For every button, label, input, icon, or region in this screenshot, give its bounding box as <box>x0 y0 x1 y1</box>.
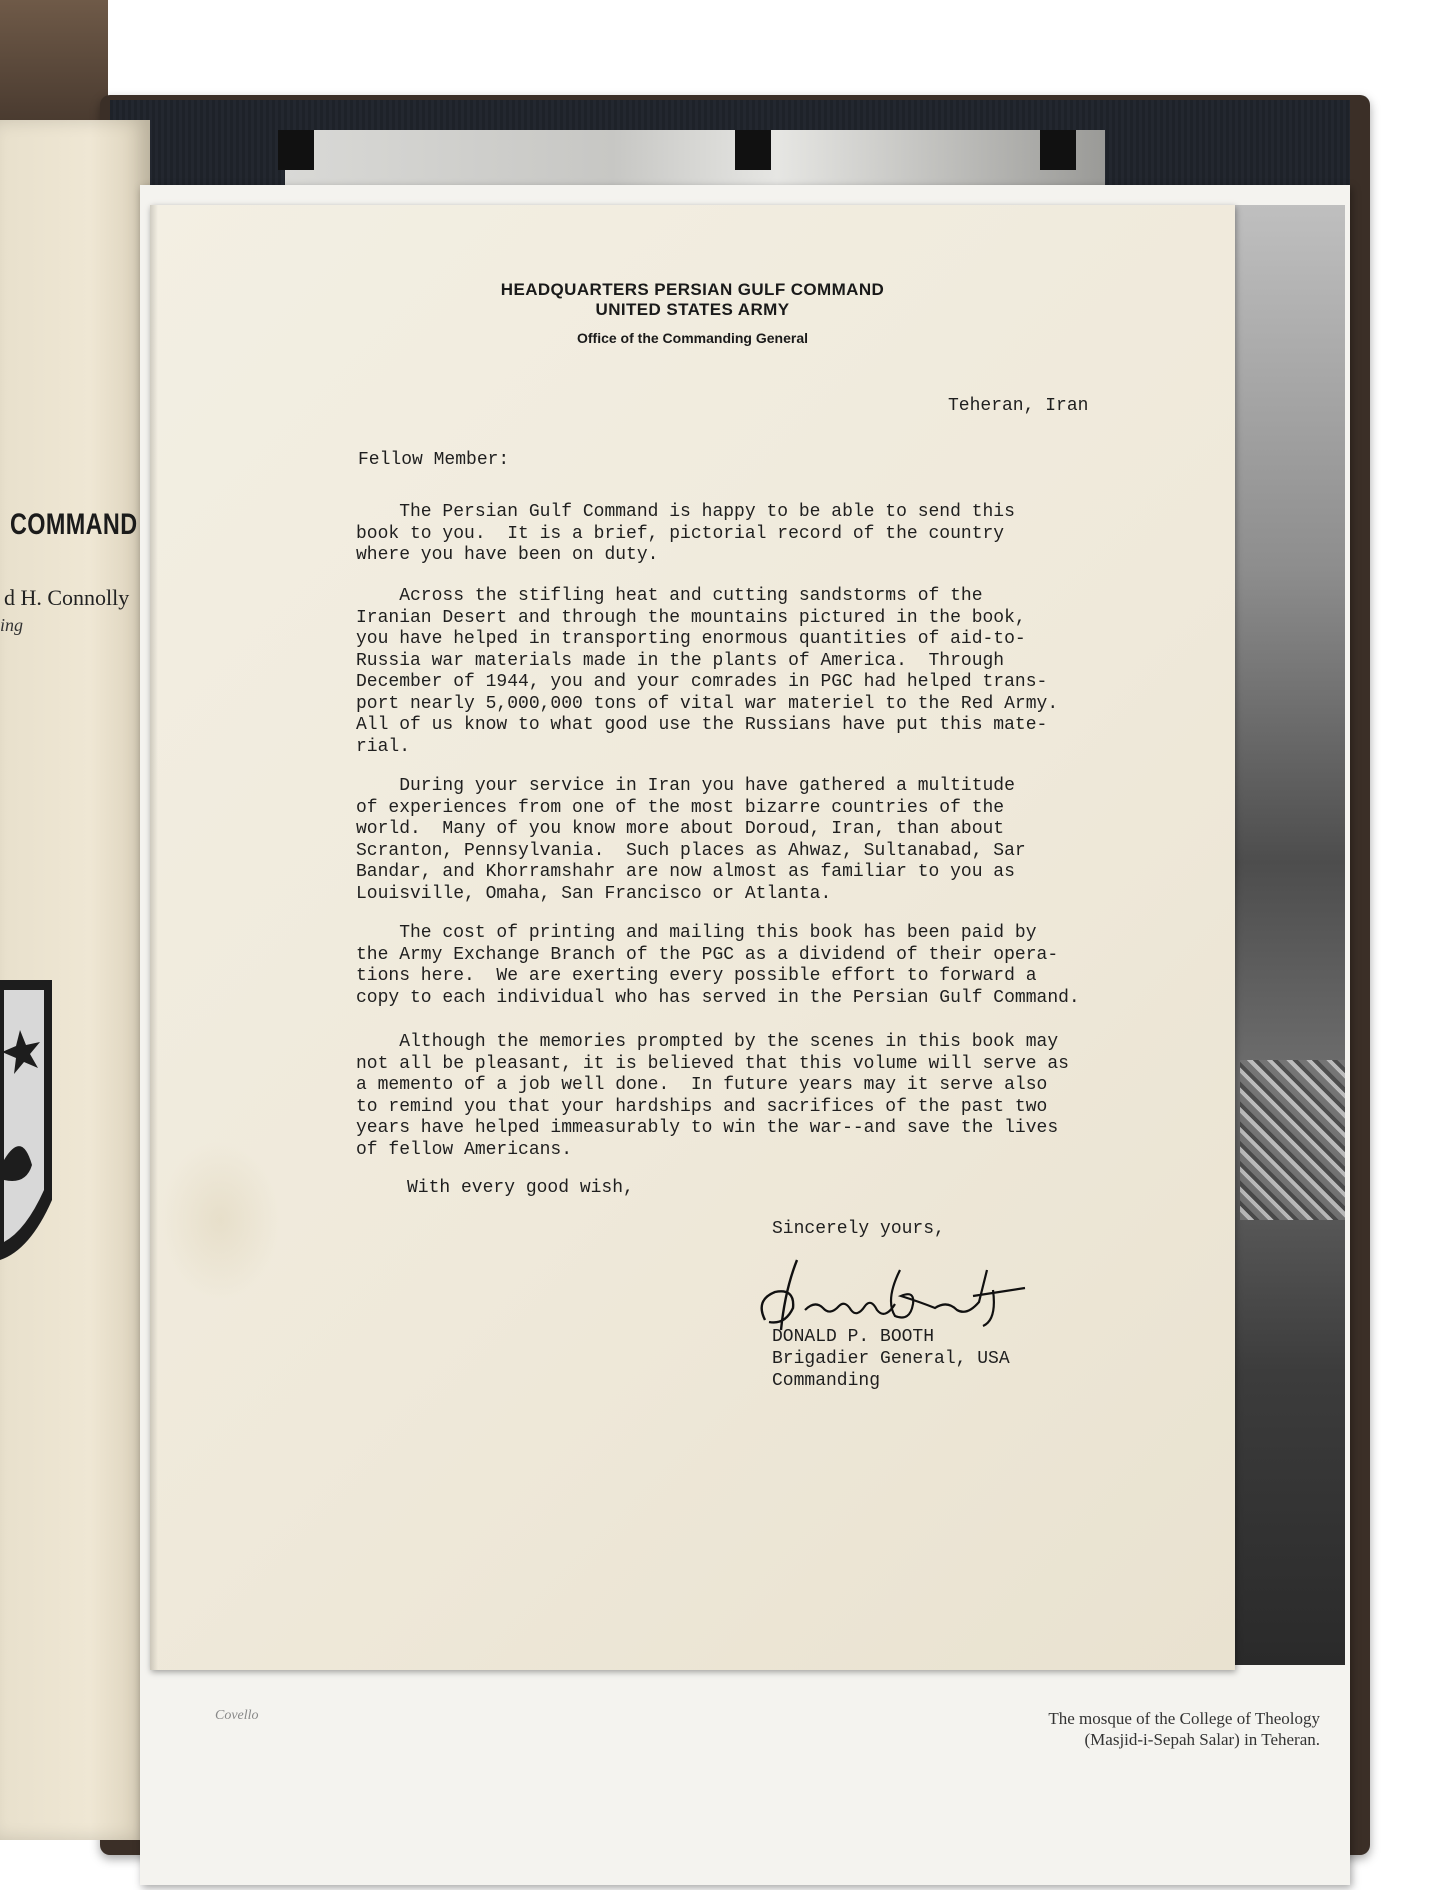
signer-role: Commanding <box>772 1371 881 1391</box>
letter-place: Teheran, Iran <box>948 396 1089 416</box>
photo-corner-right <box>1040 130 1076 170</box>
left-page-heading: COMMAND <box>10 508 138 541</box>
letter-paragraph-1: The Persian Gulf Command is happy to be able to send this book to you. It is a brief, pictorial record of the country where you have been on duty. <box>356 502 1015 565</box>
letter-paragraph-3: During your service in Iran you have gathered a multitude of experiences from one of the most bizarre countries of the world. Many of you know more about Doroud, Iran, than about Scranton, Pennsylvania. Such places as Ahwaz, Sultanabad, Sar Bandar, and Khorramshahr are now almost as familiar to you as Louisville, Omaha, San Francisco or Atlanta. <box>356 776 1026 904</box>
left-page <box>0 120 150 1840</box>
photo-caption <box>920 1708 1320 1750</box>
left-page-role: ing <box>0 615 24 635</box>
photo-credit: Covello <box>215 1708 259 1723</box>
letter-closing: With every good wish, <box>407 1178 634 1198</box>
left-page-name: d H. Connolly <box>4 585 130 610</box>
photo-caption-line1: The mosque of the College of Theology <box>1048 1709 1320 1728</box>
letter-paragraph-4: The cost of printing and mailing this book has been paid by the Army Exchange Branch of the PGC as a dividend of their opera- tions here. We are exerting every possible effort to forward a copy to each individual who has served in the Persian Gulf Command. <box>356 923 1080 1008</box>
signer-name: DONALD P. BOOTH <box>772 1327 935 1347</box>
photo-corner-left <box>278 130 314 170</box>
book-board-top <box>0 0 108 120</box>
letter-paragraph-5: Although the memories prompted by the scenes in this book may not all be pleasant, it is believed that this volume will serve as a memento of a job well done. In future years may it serve also to remind you that your hardships and sacrifices of the past two years have helped immeasurably to win the war--and save the lives of fellow Americans. <box>356 1032 1069 1160</box>
letter-edge-shadow <box>150 205 158 1670</box>
letter-sign-off: Sincerely yours, <box>772 1219 945 1239</box>
letter-salutation: Fellow Member: <box>358 450 510 470</box>
handwritten-signature <box>735 1230 1035 1340</box>
paper-stain <box>160 1140 280 1300</box>
photo-caption-line2: (Masjid-i-Sepah Salar) in Teheran. <box>1084 1730 1320 1749</box>
letterhead-title: HEADQUARTERS PERSIAN GULF COMMAND <box>500 280 885 299</box>
mosque-dome-detail <box>1240 1060 1345 1220</box>
mosque-photograph <box>1235 205 1345 1665</box>
photo-corner-mid <box>735 130 771 170</box>
letterhead-office: Office of the Commanding General <box>576 330 809 346</box>
letterhead-subtitle: UNITED STATES ARMY <box>595 300 790 319</box>
shield-emblem-icon <box>0 980 52 1260</box>
signer-rank: Brigadier General, USA <box>772 1349 1010 1369</box>
letter-paragraph-2: Across the stifling heat and cutting sandstorms of the Iranian Desert and through the mountains pictured in the book, you have helped in transporting enormous quantities of aid-to- Russia war materials made in the plants of America. Through December of 1944, you and your comrades in PGC had helped trans- port nearly 5,000,000 tons of vital war materiel to the Red Army. All of us know to what good use the Russians have put this mate- rial. <box>356 586 1059 757</box>
